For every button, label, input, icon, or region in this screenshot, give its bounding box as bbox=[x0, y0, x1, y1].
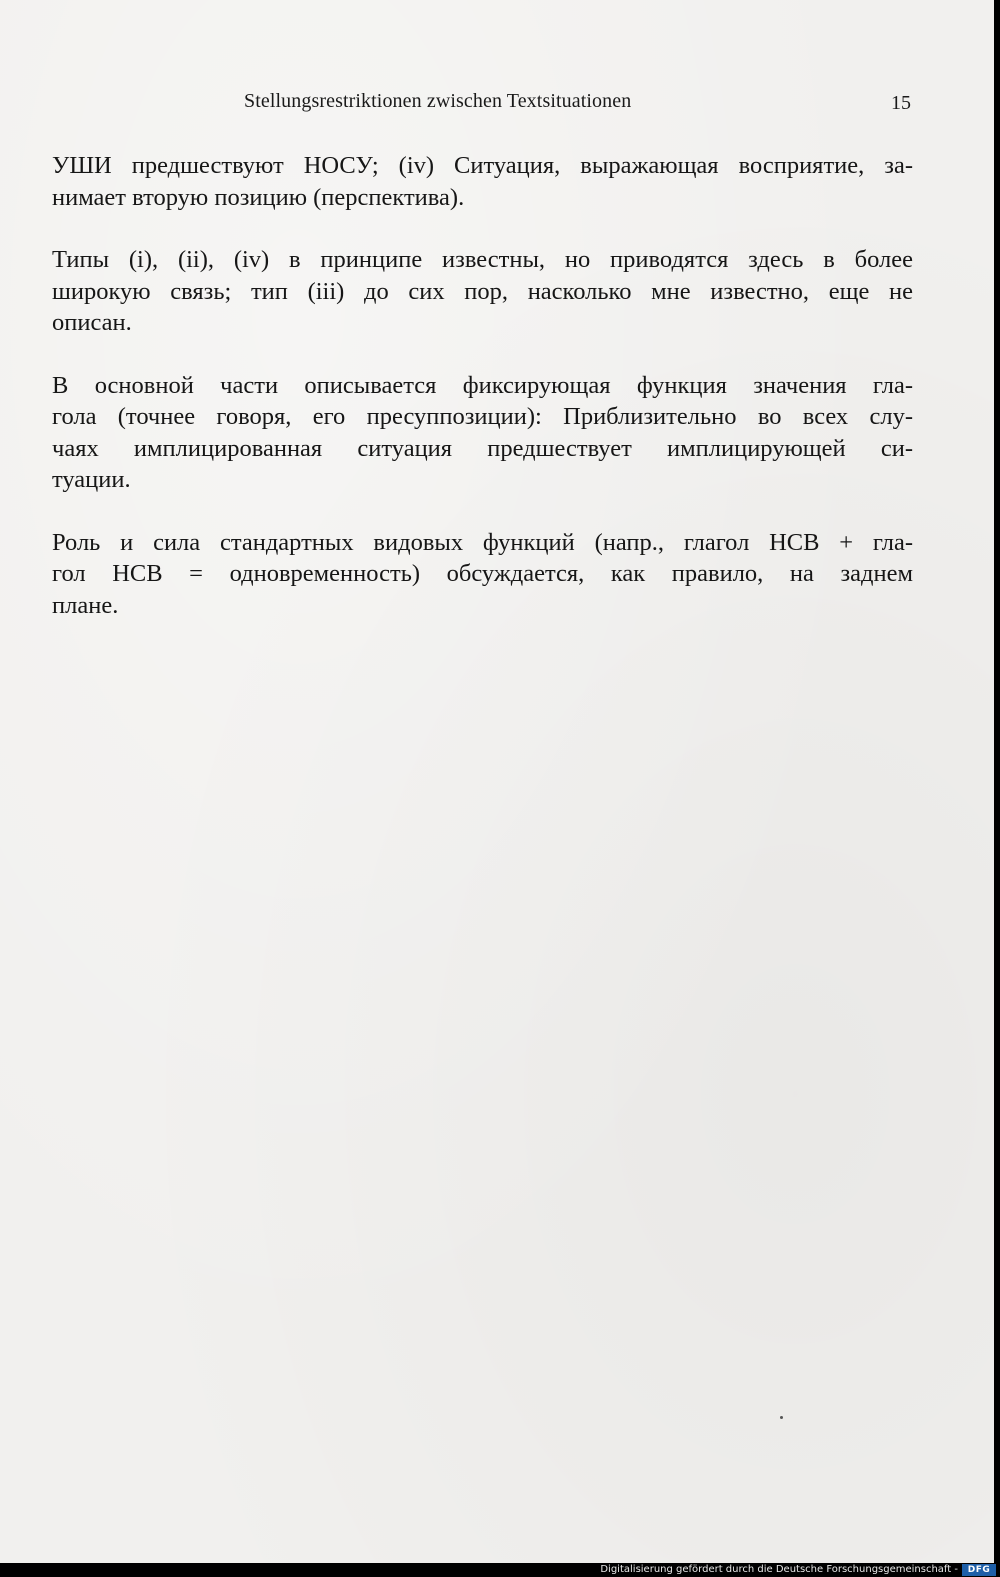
text-line: описан. bbox=[52, 309, 132, 336]
text-line: УШИ предшествуют НОСУ; (iv) Ситуация, выражающая восприятие, за- bbox=[52, 152, 913, 179]
text-line: нимает вторую позицию (перспектива). bbox=[52, 183, 465, 211]
paragraph-1 bbox=[52, 150, 913, 213]
text-line: В основной части описывается фиксирующая функция значения гла- bbox=[52, 371, 913, 399]
body-text bbox=[52, 150, 913, 652]
paragraph-4 bbox=[52, 527, 913, 622]
paragraph-2 bbox=[52, 244, 913, 339]
text-line: плане. bbox=[52, 591, 119, 619]
page-number: 15 bbox=[891, 92, 911, 114]
text-line: гол НСВ = одновременность) обсуждается, как правило, на заднем bbox=[52, 560, 913, 587]
text-line: туации. bbox=[52, 466, 131, 493]
text-line: гола (точнее говоря, его пресуппозиции): Приблизительно во всех слу- bbox=[52, 403, 913, 430]
text-line: Типы (i), (ii), (iv) в принципе известны, но приводятся здесь в более bbox=[52, 246, 913, 273]
text-line: широкую связь; тип (iii) до сих пор, насколько мне известно, еще не bbox=[52, 277, 913, 305]
paragraph-3 bbox=[52, 370, 913, 496]
digitization-credit: Digitalisierung gefördert durch die Deutsche Forschungsgemeinschaft - bbox=[600, 1564, 958, 1575]
dfg-logo: DFG bbox=[962, 1564, 996, 1576]
scan-speck bbox=[780, 1416, 783, 1419]
text-line: Роль и сила стандартных видовых функций (напр., глагол НСВ + гла- bbox=[52, 528, 913, 556]
running-head-title: Stellungsrestriktionen zwischen Textsituationen bbox=[244, 90, 632, 112]
text-line: чаях имплицированная ситуация предшествует имплицирующей си- bbox=[52, 434, 913, 462]
